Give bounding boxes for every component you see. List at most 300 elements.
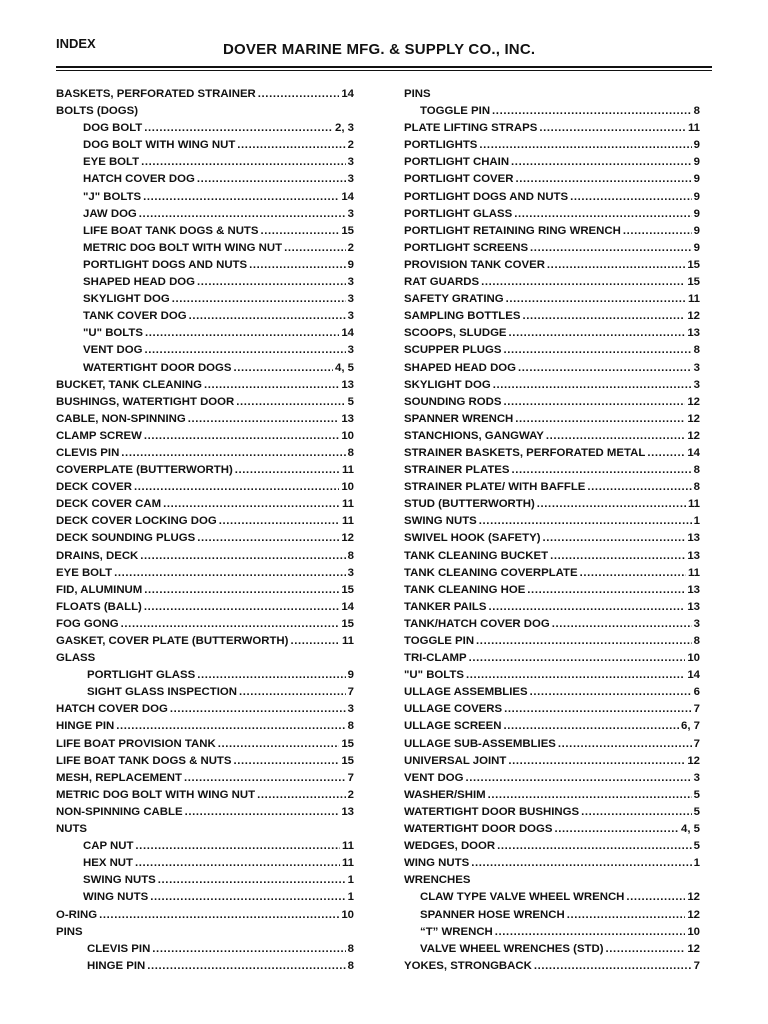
dot-leader bbox=[236, 396, 345, 408]
index-term: PORTLIGHT GLASS bbox=[87, 669, 196, 682]
dot-leader bbox=[558, 738, 692, 750]
page-number: 5 bbox=[693, 788, 700, 801]
dot-leader bbox=[197, 532, 339, 544]
dot-leader bbox=[493, 379, 692, 391]
page-number: 7 bbox=[347, 686, 354, 699]
index-term: O-RING bbox=[56, 908, 98, 921]
page-number: 1 bbox=[347, 891, 354, 904]
index-entry bbox=[404, 464, 700, 481]
index-term: SAFETY GRATING bbox=[404, 293, 504, 306]
dot-leader bbox=[145, 344, 346, 356]
index-entry bbox=[56, 703, 354, 720]
page-number: 11 bbox=[341, 857, 354, 870]
index-entry bbox=[56, 635, 354, 652]
index-term: SCOOPS, SLUDGE bbox=[404, 327, 507, 340]
dot-leader bbox=[511, 464, 691, 476]
page-number: 9 bbox=[347, 258, 354, 271]
page-number: 14 bbox=[341, 190, 354, 203]
page-number: 6, 7 bbox=[681, 720, 700, 733]
dot-leader bbox=[581, 806, 692, 818]
dot-leader bbox=[514, 208, 691, 220]
dot-leader bbox=[147, 960, 345, 972]
index-term: PORTLIGHT DOGS AND NUTS bbox=[83, 258, 248, 271]
page-number: 9 bbox=[693, 190, 700, 203]
page-number: 15 bbox=[341, 224, 354, 237]
index-term: CABLE, NON-SPINNING bbox=[56, 412, 186, 425]
index-entry bbox=[56, 550, 354, 567]
index-term: PORTLIGHT DOGS AND NUTS bbox=[404, 190, 569, 203]
dot-leader bbox=[546, 430, 685, 442]
page-number: 5 bbox=[693, 840, 700, 853]
dot-leader bbox=[509, 327, 686, 339]
index-term: ULLAGE ASSEMBLIES bbox=[404, 686, 528, 699]
index-term: "U" BOLTS bbox=[83, 327, 143, 340]
index-term: HINGE PIN bbox=[56, 720, 115, 733]
index-label: INDEX bbox=[56, 36, 96, 51]
index-entry bbox=[56, 310, 354, 327]
page-number: 8 bbox=[347, 720, 354, 733]
dot-leader bbox=[479, 515, 692, 527]
index-term: "J" BOLTS bbox=[83, 190, 142, 203]
index-entry bbox=[56, 772, 354, 789]
index-entry bbox=[56, 498, 354, 515]
index-entry bbox=[56, 515, 354, 532]
dot-leader bbox=[237, 139, 345, 151]
dot-leader bbox=[530, 686, 692, 698]
index-entry bbox=[56, 225, 354, 242]
page-number: 3 bbox=[347, 207, 354, 220]
index-entry bbox=[56, 755, 354, 772]
index-term: TANK COVER DOG bbox=[83, 310, 187, 323]
index-heading: BOLTS (DOGS) bbox=[56, 105, 139, 118]
index-term: HATCH COVER DOG bbox=[83, 173, 195, 186]
index-term: SPANNER WRENCH bbox=[404, 412, 514, 425]
page-number: 12 bbox=[687, 395, 700, 408]
dot-leader bbox=[555, 823, 680, 835]
index-term: MESH, REPLACEMENT bbox=[56, 771, 182, 784]
page-number: 11 bbox=[687, 122, 700, 135]
page-number: 8 bbox=[693, 481, 700, 494]
index-term: COVERPLATE (BUTTERWORTH) bbox=[56, 464, 233, 477]
page-number: 8 bbox=[693, 105, 700, 118]
index-term: ULLAGE COVERS bbox=[404, 703, 503, 716]
dot-leader bbox=[235, 464, 340, 476]
index-term: SKYLIGHT DOG bbox=[404, 378, 491, 391]
index-term: SIGHT GLASS INSPECTION bbox=[87, 686, 237, 699]
dot-leader bbox=[121, 618, 340, 630]
index-term: TRI-CLAMP bbox=[404, 652, 467, 665]
dot-leader bbox=[515, 173, 691, 185]
index-term: STUD (BUTTERWORTH) bbox=[404, 498, 535, 511]
page-number: 13 bbox=[687, 532, 700, 545]
page-number: 13 bbox=[687, 549, 700, 562]
dot-leader bbox=[219, 515, 340, 527]
page-number: 12 bbox=[687, 908, 700, 921]
index-entry bbox=[404, 498, 700, 515]
index-term: LIFE BOAT TANK DOGS & NUTS bbox=[83, 224, 259, 237]
index-entry bbox=[56, 481, 354, 498]
page-number: 11 bbox=[341, 464, 354, 477]
page-number: 5 bbox=[693, 805, 700, 818]
page-number: 15 bbox=[341, 617, 354, 630]
index-term: TANK CLEANING HOE bbox=[404, 583, 526, 596]
dot-leader bbox=[479, 139, 691, 151]
page-number: 7 bbox=[693, 737, 700, 750]
dot-leader bbox=[145, 327, 339, 339]
index-entry bbox=[404, 413, 700, 430]
index-entry bbox=[404, 208, 700, 225]
page-number: 4, 5 bbox=[681, 823, 700, 836]
index-column-right bbox=[404, 88, 700, 977]
index-term: VENT DOG bbox=[83, 344, 143, 357]
index-term: DECK SOUNDING PLUGS bbox=[56, 532, 196, 545]
page-number: 12 bbox=[341, 532, 354, 545]
page-number: 3 bbox=[693, 771, 700, 784]
index-entry bbox=[56, 789, 354, 806]
index-entry bbox=[56, 156, 354, 173]
index-entry bbox=[404, 191, 700, 208]
index-entry bbox=[56, 669, 354, 686]
dot-leader bbox=[522, 310, 685, 322]
index-term: TANK CLEANING COVERPLATE bbox=[404, 566, 578, 579]
index-term: STRAINER PLATE/ WITH BAFFLE bbox=[404, 481, 586, 494]
page-number: 9 bbox=[693, 139, 700, 152]
dot-leader bbox=[170, 703, 346, 715]
index-entry bbox=[56, 259, 354, 276]
dot-leader bbox=[466, 772, 692, 784]
index-term: LIFE BOAT PROVISION TANK bbox=[56, 737, 216, 750]
index-entry bbox=[404, 652, 700, 669]
index-entry bbox=[56, 379, 354, 396]
dot-leader bbox=[189, 310, 346, 322]
index-entry bbox=[404, 310, 700, 327]
dot-leader bbox=[135, 840, 340, 852]
index-entry bbox=[56, 960, 354, 977]
index-term: SWIVEL HOOK (SAFETY) bbox=[404, 532, 541, 545]
page-number: 8 bbox=[347, 942, 354, 955]
index-entry bbox=[56, 327, 354, 344]
dot-leader bbox=[488, 601, 685, 613]
index-entry bbox=[56, 88, 354, 105]
dot-leader bbox=[466, 669, 685, 681]
index-term: TANKER PAILS bbox=[404, 600, 487, 613]
dot-leader bbox=[647, 447, 685, 459]
index-term: PROVISION TANK COVER bbox=[404, 258, 545, 271]
index-term: SAMPLING BOTTLES bbox=[404, 310, 521, 323]
dot-leader bbox=[511, 156, 692, 168]
index-entry bbox=[404, 738, 700, 755]
dot-leader bbox=[534, 960, 692, 972]
index-entry bbox=[404, 703, 700, 720]
page-number: 9 bbox=[693, 207, 700, 220]
dot-leader bbox=[144, 584, 339, 596]
index-entry bbox=[404, 105, 700, 122]
page-number: 3 bbox=[693, 378, 700, 391]
index-term: SPANNER HOSE WRENCH bbox=[420, 908, 565, 921]
index-entry bbox=[56, 447, 354, 464]
index-entry bbox=[404, 960, 700, 977]
page-number: 3 bbox=[347, 566, 354, 579]
index-heading: WRENCHES bbox=[404, 874, 471, 887]
dot-leader bbox=[518, 362, 692, 374]
page-number: 8 bbox=[347, 446, 354, 459]
page-number: 10 bbox=[341, 908, 354, 921]
page-number: 11 bbox=[687, 293, 700, 306]
index-entry bbox=[56, 413, 354, 430]
index-term: SWING NUTS bbox=[404, 515, 477, 528]
index-term: CLEVIS PIN bbox=[56, 446, 120, 459]
index-term: SOUNDING RODS bbox=[404, 395, 502, 408]
dot-leader bbox=[515, 413, 685, 425]
page-number: 6 bbox=[693, 686, 700, 699]
index-heading: PINS bbox=[56, 925, 83, 938]
page-number: 2, 3 bbox=[335, 122, 354, 135]
index-entry bbox=[404, 857, 700, 874]
page-number: 2 bbox=[347, 788, 354, 801]
dot-leader bbox=[139, 208, 346, 220]
index-term: SKYLIGHT DOG bbox=[83, 293, 170, 306]
index-term: ULLAGE SCREEN bbox=[404, 720, 502, 733]
index-term: EYE BOLT bbox=[56, 566, 113, 579]
index-term: TANK/HATCH COVER DOG bbox=[404, 617, 550, 630]
page-number: 14 bbox=[341, 88, 354, 100]
dot-leader bbox=[121, 447, 345, 459]
index-entry bbox=[56, 396, 354, 413]
page-number: 11 bbox=[341, 635, 354, 647]
page-number: 8 bbox=[693, 464, 700, 477]
dot-leader bbox=[506, 293, 686, 305]
index-term: BUCKET, TANK CLEANING bbox=[56, 378, 202, 391]
page-number: 13 bbox=[687, 600, 700, 613]
index-entry bbox=[404, 173, 700, 190]
index-entry bbox=[404, 379, 700, 396]
index-term: WATERTIGHT DOOR DOGS bbox=[83, 361, 232, 374]
index-entry bbox=[404, 789, 700, 806]
index-term: PORTLIGHT CHAIN bbox=[404, 156, 510, 169]
index-term: JAW DOG bbox=[83, 207, 137, 220]
index-entry bbox=[56, 362, 354, 379]
page-number: 15 bbox=[341, 583, 354, 596]
page-number: 1 bbox=[693, 515, 700, 528]
index-term: CLAMP SCREW bbox=[56, 429, 142, 442]
page-header bbox=[56, 36, 712, 70]
dot-leader bbox=[542, 532, 685, 544]
dot-leader bbox=[290, 635, 340, 647]
index-entry bbox=[56, 943, 354, 960]
page-number: 10 bbox=[687, 652, 700, 665]
index-heading: NUTS bbox=[56, 823, 88, 836]
dot-leader bbox=[492, 105, 692, 117]
dot-leader bbox=[550, 550, 685, 562]
dot-leader bbox=[135, 857, 340, 869]
page-number: 11 bbox=[341, 515, 354, 528]
index-term: SWING NUTS bbox=[83, 874, 156, 887]
page-number: 8 bbox=[693, 344, 700, 357]
index-entry bbox=[404, 447, 700, 464]
page-number: 1 bbox=[693, 857, 700, 870]
page-number: 13 bbox=[341, 412, 354, 425]
dot-leader bbox=[284, 242, 346, 254]
index-column-left bbox=[56, 88, 354, 977]
page-number: 3 bbox=[693, 617, 700, 630]
index-entry bbox=[404, 430, 700, 447]
page-number: 9 bbox=[693, 156, 700, 169]
index-term: TANK CLEANING BUCKET bbox=[404, 549, 549, 562]
page-number: 5 bbox=[347, 395, 354, 408]
header-rule-thick bbox=[56, 66, 712, 68]
index-entry bbox=[404, 481, 700, 498]
index-term: PORTLIGHT SCREENS bbox=[404, 241, 529, 254]
index-entry bbox=[404, 806, 700, 823]
index-heading: PINS bbox=[404, 88, 431, 100]
index-entry bbox=[404, 327, 700, 344]
dot-leader bbox=[239, 686, 346, 698]
page-number: 3 bbox=[347, 293, 354, 306]
index-entry bbox=[404, 584, 700, 601]
index-term: TOGGLE PIN bbox=[420, 105, 491, 118]
index-term: WING NUTS bbox=[83, 891, 149, 904]
index-term: STANCHIONS, GANGWAY bbox=[404, 429, 544, 442]
index-entry bbox=[56, 344, 354, 361]
dot-leader bbox=[197, 669, 345, 681]
dot-leader bbox=[508, 755, 685, 767]
index-entry bbox=[56, 891, 354, 908]
dot-leader bbox=[504, 703, 692, 715]
index-entry bbox=[404, 618, 700, 635]
index-term: HINGE PIN bbox=[87, 959, 146, 972]
dot-leader bbox=[150, 891, 345, 903]
index-term: SCUPPER PLUGS bbox=[404, 344, 502, 357]
index-entry bbox=[404, 772, 700, 789]
page-number: 9 bbox=[693, 241, 700, 254]
dot-leader bbox=[218, 738, 340, 750]
page-number: 14 bbox=[341, 327, 354, 340]
dot-leader bbox=[143, 191, 339, 203]
index-entry bbox=[404, 567, 700, 584]
index-term: YOKES, STRONGBACK bbox=[404, 959, 532, 972]
dot-leader bbox=[158, 874, 346, 886]
dot-leader bbox=[539, 122, 686, 134]
index-entry bbox=[56, 857, 354, 874]
page-number: 8 bbox=[347, 959, 354, 972]
dot-leader bbox=[527, 584, 685, 596]
dot-leader bbox=[163, 498, 340, 510]
dot-leader bbox=[116, 720, 345, 732]
index-entry bbox=[404, 943, 700, 960]
dot-leader bbox=[134, 481, 339, 493]
dot-leader bbox=[172, 293, 346, 305]
page-number: 8 bbox=[347, 549, 354, 562]
index-entry bbox=[404, 823, 700, 840]
dot-leader bbox=[114, 567, 346, 579]
dot-leader bbox=[503, 344, 691, 356]
index-entry bbox=[56, 601, 354, 618]
index-entry bbox=[404, 139, 700, 156]
page-number: 15 bbox=[341, 754, 354, 767]
index-entry bbox=[56, 806, 354, 823]
index-entry bbox=[404, 755, 700, 772]
dot-leader bbox=[144, 430, 339, 442]
page-number: 11 bbox=[341, 498, 354, 511]
index-entry bbox=[404, 362, 700, 379]
page-number: 2 bbox=[347, 241, 354, 254]
index-term: BUSHINGS, WATERTIGHT DOOR bbox=[56, 395, 235, 408]
dot-leader bbox=[469, 652, 686, 664]
dot-leader bbox=[503, 396, 685, 408]
dot-leader bbox=[204, 379, 339, 391]
index-entry bbox=[404, 891, 700, 908]
page-number: 13 bbox=[687, 583, 700, 596]
index-entry bbox=[404, 909, 700, 926]
page-number: 13 bbox=[341, 805, 354, 818]
header-rule-thin bbox=[56, 70, 712, 71]
page-number: 10 bbox=[341, 429, 354, 442]
index-entry bbox=[404, 840, 700, 857]
index-term: STRAINER PLATES bbox=[404, 464, 510, 477]
index-entry bbox=[404, 550, 700, 567]
dot-leader bbox=[471, 857, 691, 869]
dot-leader bbox=[481, 276, 685, 288]
index-term: METRIC DOG BOLT WITH WING NUT bbox=[56, 788, 256, 801]
dot-leader bbox=[567, 909, 686, 921]
page-number: 15 bbox=[687, 258, 700, 271]
page-number: 9 bbox=[347, 669, 354, 682]
index-term: PORTLIGHT GLASS bbox=[404, 207, 513, 220]
index-term: “T” WRENCH bbox=[420, 925, 493, 938]
index-term: UNIVERSAL JOINT bbox=[404, 754, 507, 767]
index-term: HEX NUT bbox=[83, 857, 133, 870]
index-entry bbox=[404, 686, 700, 703]
index-term: SHAPED HEAD DOG bbox=[404, 361, 517, 374]
index-entry bbox=[404, 156, 700, 173]
index-term: WASHER/SHIM bbox=[404, 788, 486, 801]
index-entry bbox=[56, 532, 354, 549]
dot-leader bbox=[249, 259, 346, 271]
index-entry bbox=[56, 464, 354, 481]
dot-leader bbox=[552, 618, 692, 630]
dot-leader bbox=[197, 173, 346, 185]
dot-leader bbox=[197, 276, 346, 288]
index-heading: GLASS bbox=[56, 652, 96, 665]
index-entry bbox=[404, 242, 700, 259]
dot-leader bbox=[261, 225, 340, 237]
index-entry bbox=[56, 276, 354, 293]
page-number: 12 bbox=[687, 310, 700, 323]
index-term: BASKETS, PERFORATED STRAINER bbox=[56, 88, 256, 100]
index-term: DECK COVER LOCKING DOG bbox=[56, 515, 217, 528]
dot-leader bbox=[580, 567, 686, 579]
page-number: 15 bbox=[341, 737, 354, 750]
index-entry bbox=[404, 396, 700, 413]
dot-leader bbox=[476, 635, 692, 647]
index-term: VENT DOG bbox=[404, 771, 464, 784]
page-number: 11 bbox=[687, 566, 700, 579]
index-entry bbox=[56, 208, 354, 225]
page-number: 12 bbox=[687, 412, 700, 425]
dot-leader bbox=[547, 259, 685, 271]
dot-leader bbox=[606, 943, 686, 955]
index-term: FID, ALUMINUM bbox=[56, 583, 143, 596]
company-name: DOVER MARINE MFG. & SUPPLY CO., INC. bbox=[223, 41, 536, 58]
dot-leader bbox=[587, 481, 691, 493]
dot-leader bbox=[257, 789, 346, 801]
dot-leader bbox=[626, 891, 685, 903]
index-entry bbox=[56, 720, 354, 737]
index-term: CLEVIS PIN bbox=[87, 942, 151, 955]
index-term: DECK COVER CAM bbox=[56, 498, 162, 511]
page-number: 12 bbox=[687, 429, 700, 442]
index-entry bbox=[404, 635, 700, 652]
